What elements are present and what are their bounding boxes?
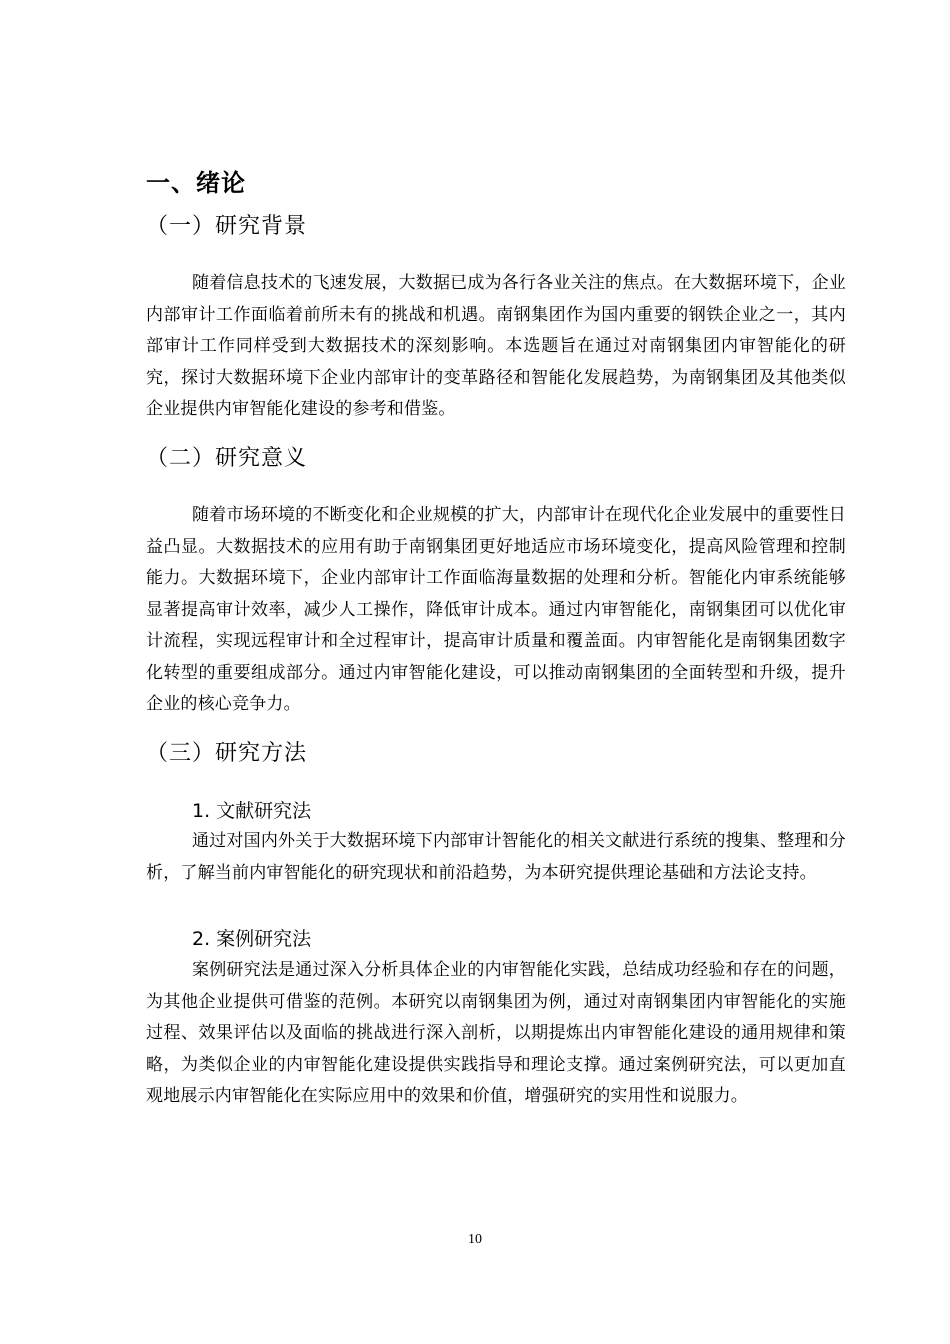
paragraph-background: 随着信息技术的飞速发展，大数据已成为各行各业关注的焦点。在大数据环境下，企业内部审计工作面临着前所未有的挑战和机遇。南钢集团作为国内重要的钢铁企业之一，其内部审计工作同样受到大数据技术的深刻影响。本选题旨在通过对南钢集团内审智能化的研究，探讨大数据环境下企业内部审计的变革路径和智能化发展趋势，为南钢集团及其他类似企业提供内审智能化建设的参考和借鉴。 <box>146 273 846 419</box>
page-number: 10 <box>468 1232 482 1247</box>
subsection-title-case: 2. 案例研究法 <box>192 928 312 950</box>
chapter-title: 一、绪论 <box>146 169 246 197</box>
paragraph-literature: 通过对国内外关于大数据环境下内部审计智能化的相关文献进行系统的搜集、整理和分析，了解当前内审智能化的研究现状和前沿趋势，为本研究提供理论基础和方法论支持。 <box>146 831 846 883</box>
section-title-methods: （三）研究方法 <box>146 741 308 766</box>
paragraph-case: 案例研究法是通过深入分析具体企业的内审智能化实践，总结成功经验和存在的问题，为其他企业提供可借鉴的范例。本研究以南钢集团为例，通过对南钢集团内审智能化的实施过程、效果评估以及面临的挑战进行深入剖析，以期提炼出内审智能化建设的通用规律和策略，为类似企业的内审智能化建设提供实践指导和理论支撑。通过案例研究法，可以更加直观地展示内审智能化在实际应用中的效果和价值，增强研究的实用性和说服力。 <box>146 960 846 1106</box>
section-title-significance: （二）研究意义 <box>146 446 308 471</box>
section-title-background: （一）研究背景 <box>146 214 308 239</box>
subsection-title-literature: 1. 文献研究法 <box>192 800 312 822</box>
paragraph-significance: 随着市场环境的不断变化和企业规模的扩大，内部审计在现代化企业发展中的重要性日益凸显。大数据技术的应用有助于南钢集团更好地适应市场环境变化，提高风险管理和控制能力。大数据环境下，企业内部审计工作面临海量数据的处理和分析。智能化内审系统能够显著提高审计效率，减少人工操作，降低审计成本。通过内审智能化，南钢集团可以优化审计流程，实现远程审计和全过程审计，提高审计质量和覆盖面。内审智能化是南钢集团数字化转型的重要组成部分。通过内审智能化建设，可以推动南钢集团的全面转型和升级，提升企业的核心竞争力。 <box>146 505 846 714</box>
